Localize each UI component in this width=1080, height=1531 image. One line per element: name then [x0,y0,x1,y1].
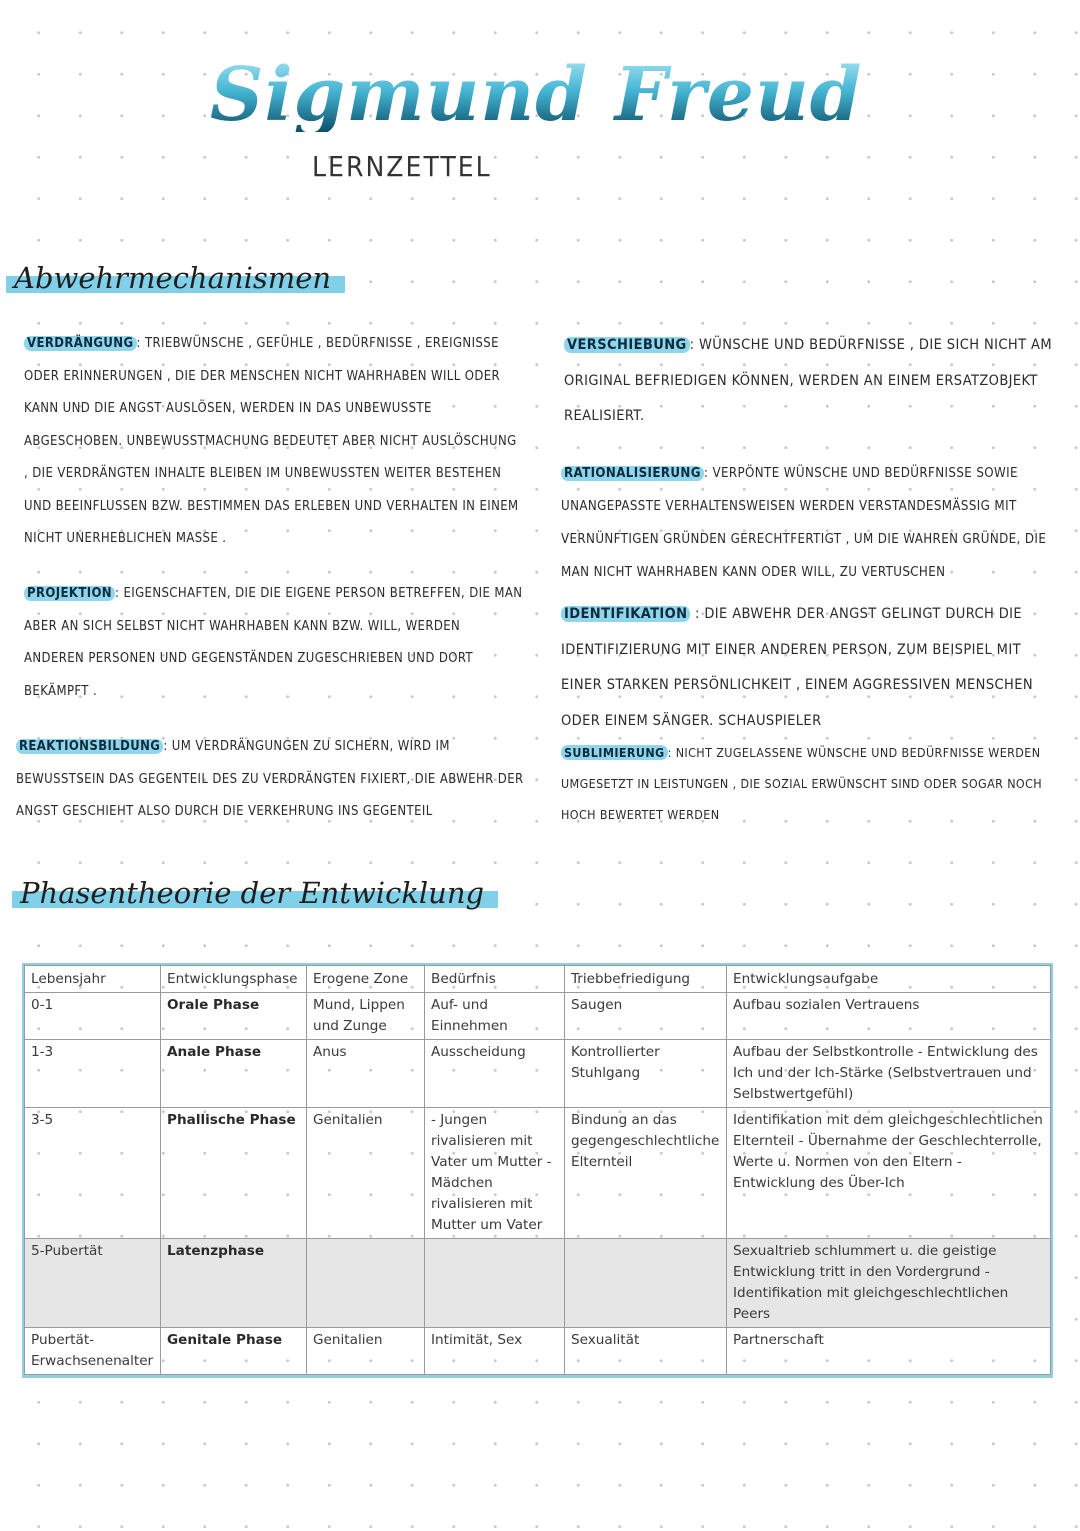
term-sublimierung: SUBLIMIERUNG [561,745,668,760]
column-header: Bedürfnis [425,966,565,993]
note-verdraengung [24,328,524,556]
table-cell-phase: Orale Phase [161,993,307,1040]
table-cell: Partnerschaft [727,1328,1051,1375]
table-cell [425,1239,565,1328]
table-cell: Kontrollierter Stuhlgang [565,1040,727,1108]
table-cell: 3-5 [25,1108,161,1239]
table-cell: Sexualtrieb schlummert u. die geistige Entwicklung tritt in den Vordergrund - Identifikation mit gleichgeschlechtlichen Peers [727,1239,1051,1328]
table-cell: Intimität, Sex [425,1328,565,1375]
column-header: Triebbefriedigung [565,966,727,993]
table-cell: - Jungen rivalisieren mit Vater um Mutter - Mädchen rivalisieren mit Mutter um Vater [425,1108,565,1239]
table-cell-phase: Latenzphase [161,1239,307,1328]
section-heading-phasentheorie: Phasentheorie der Entwicklung [12,877,498,912]
definition-verschiebung: : WÜNSCHE UND BEDÜRFNISSE , DIE SICH NICHT AM ORIGINAL BEFRIEDIGEN KÖNNEN, WERDEN AN EINEM ERSATZOBJEKT REALISIERT. [564,337,1052,424]
note-projektion [24,578,524,708]
table-header-row [25,966,1051,993]
table-cell-phase: Genitale Phase [161,1328,307,1375]
table-cell: Aufbau sozialen Vertrauens [727,993,1051,1040]
term-rationalisierung: RATIONALISIERUNG [561,466,704,481]
table-cell: Genitalien [307,1108,425,1239]
term-reaktionsbildung: REAKTIONSBILDUNG [16,739,163,754]
column-header: Entwicklungsphase [161,966,307,993]
term-verschiebung: VERSCHIEBUNG [564,337,690,353]
phasen-table [24,965,1051,1375]
term-verdraengung: VERDRÄNGUNG [24,336,137,351]
table-cell: Identifikation mit dem gleichgeschlechtlichen Elternteil - Übernahme der Geschlechterrolle, Werte u. Normen von den Eltern - Entwicklung des Über-Ich [727,1108,1051,1239]
table-cell: Auf- und Einnehmen [425,993,565,1040]
definition-sublimierung: : NICHT ZUGELASSENE WÜNSCHE UND BEDÜRFNISSE WERDEN UMGESETZT IN LEISTUNGEN , DIE SOZIAL ERWÜNSCHT SIND ODER SOGAR NOCH HOCH BEWERTET WERDEN [561,745,1043,822]
table-cell: Bindung an das gegengeschlechtliche Elternteil [565,1108,727,1239]
table-cell [565,1239,727,1328]
table-cell: Aufbau der Selbstkontrolle - Entwicklung des Ich und der Ich-Stärke (Selbstvertrauen und Selbstwertgefühl) [727,1040,1051,1108]
table-row [25,1108,1051,1239]
table-cell: Mund, Lippen und Zunge [307,993,425,1040]
table-cell: 1-3 [25,1040,161,1108]
table-row [25,993,1051,1040]
table-row [25,1328,1051,1375]
note-sublimierung [561,737,1061,830]
page-title: Sigmund Freud [210,52,863,138]
section-heading-abwehrmechanismen: Abwehrmechanismen [6,262,345,297]
term-identifikation: IDENTIFIKATION [561,606,690,622]
note-reaktionsbildung [16,731,526,829]
note-identifikation [561,597,1066,739]
definition-rationalisierung: : VERPÖNTE WÜNSCHE UND BEDÜRFNISSE SOWIE UNANGEPASSTE VERHALTENSWEISEN WERDEN VERSTANDESMÄSSIG MIT VERNÜNFTIGEN GRÜNDEN GERECHTFERTIGT , UM DIE WAHREN GRÜNDE, DIE MAN NICHT WAHRHABEN KANN ODER WILL, ZU VERTUSCHEN [561,466,1047,580]
table-cell: Ausscheidung [425,1040,565,1108]
phasen-table-container [22,963,1053,1378]
definition-verdraengung: : TRIEBWÜNSCHE , GEFÜHLE , BEDÜRFNISSE , EREIGNISSE ODER ERINNERUNGEN , DIE DER MENSCHEN NICHT WAHRHABEN WILL ODER KANN UND DIE ANGST AUSLÖSEN, WERDEN IN DAS UNBEWUSSTE ABGESCHOBEN. UNBEWUSSTMACHUNG BEDEUTET ABER NICHT AUSLÖSCHUNG , DIE VERDRÄNGTEN INHALTE BLEIBEN IM UNBEWUSSTEN WEITER BESTEHEN UND BEEINFLUSSEN BZW. BESTIMMEN DAS ERLEBEN UND VERHALTEN IN EINEM NICHT UNERHEBLICHEN MASSE . [24,336,519,546]
table-cell: 0-1 [25,993,161,1040]
definition-identifikation: : DIE ABWEHR DER ANGST GELINGT DURCH DIE IDENTIFIZIERUNG MIT EINER ANDEREN PERSON, ZUM BEISPIEL MIT EINER STARKEN PERSÖNLICHKEIT , EINEM AGGRESSIVEN MENSCHEN ODER EINEM SÄNGER. SCHAUSPIELER [561,606,1034,729]
column-header: Erogene Zone [307,966,425,993]
table-row [25,1239,1051,1328]
page-subtitle: LERNZETTEL [312,150,492,183]
definition-reaktionsbildung: : UM VERDRÄNGUNGEN ZU SICHERN, WIRD IM BEWUSSTSEIN DAS GEGENTEIL DES ZU VERDRÄNGTEN FIXIERT, DIE ABWEHR DER ANGST GESCHIEHT ALSO DURCH DIE VERKEHRUNG INS GEGENTEIL [16,739,524,819]
table-row [25,1040,1051,1108]
table-cell [307,1239,425,1328]
table-cell: 5-Pubertät [25,1239,161,1328]
note-verschiebung [564,328,1064,435]
column-header: Lebensjahr [25,966,161,993]
note-rationalisierung [561,457,1061,589]
table-cell-phase: Phallische Phase [161,1108,307,1239]
table-cell: Pubertät-Erwachsenenalter [25,1328,161,1375]
table-cell: Sexualität [565,1328,727,1375]
table-cell-phase: Anale Phase [161,1040,307,1108]
table-cell: Genitalien [307,1328,425,1375]
term-projektion: PROJEKTION [24,586,115,601]
table-cell: Saugen [565,993,727,1040]
table-cell: Anus [307,1040,425,1108]
column-header: Entwicklungsaufgabe [727,966,1051,993]
definition-projektion: : EIGENSCHAFTEN, DIE DIE EIGENE PERSON BETREFFEN, DIE MAN ABER AN SICH SELBST NICHT WAHRHABEN KANN BZW. WILL, WERDEN ANDEREN PERSONEN UND GEGENSTÄNDEN ZUGESCHRIEBEN UND DORT BEKÄMPFT . [24,586,523,699]
